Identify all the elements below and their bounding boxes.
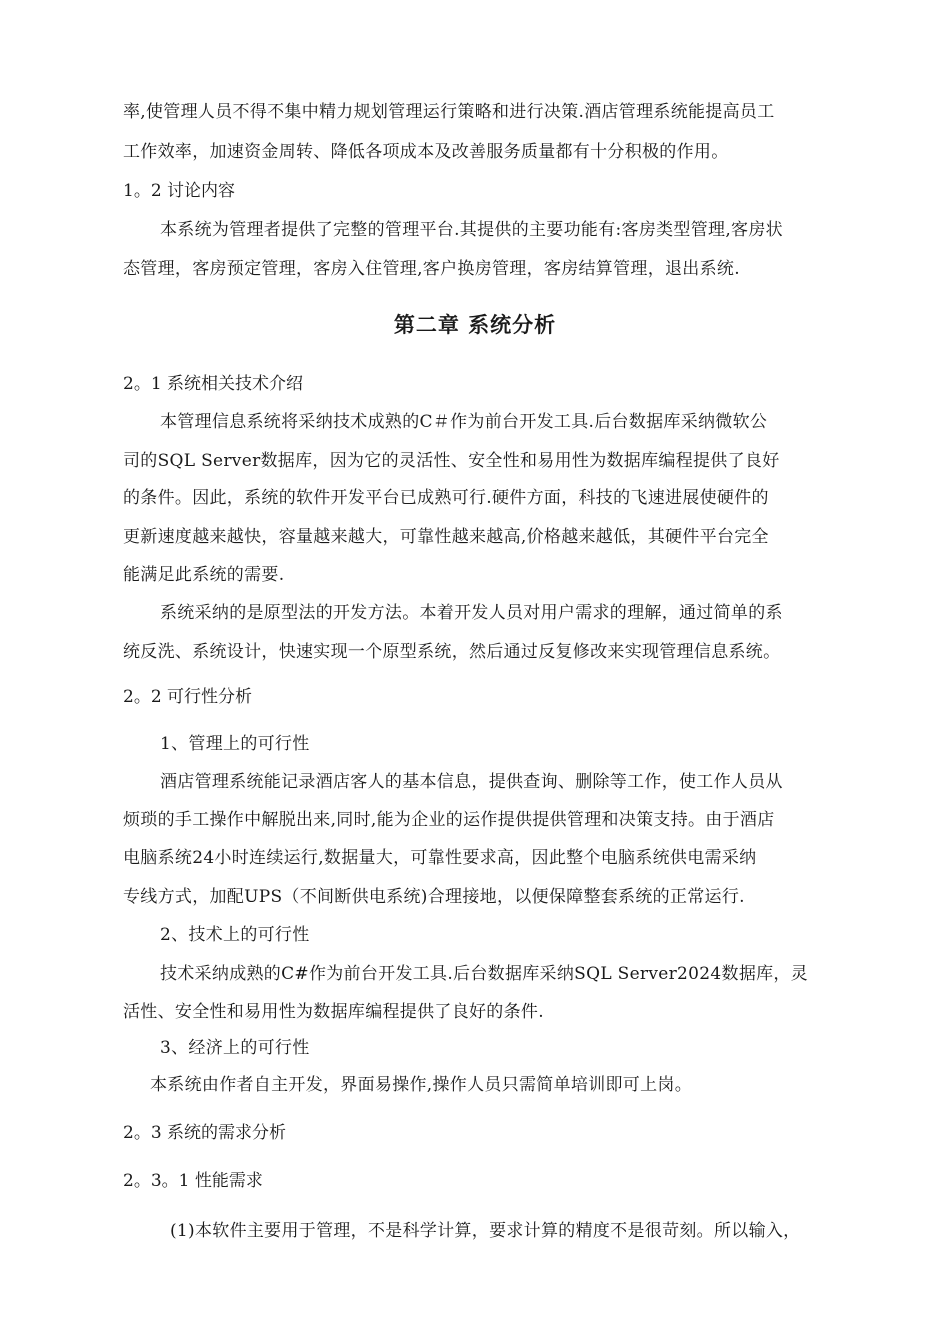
chapter-title: 第二章 系统分析 bbox=[393, 313, 557, 337]
paragraph-line: 酒店管理系统能记录酒店客人的基本信息，提供查询、删除等工作，使工作人员从 bbox=[160, 772, 783, 792]
paragraph-line: 率,使管理人员不得不集中精力规划管理运行策略和进行决策.酒店管理系统能提高员工 bbox=[123, 102, 775, 122]
paragraph-line: 工作效率，加速资金周转、降低各项成本及改善服务质量都有十分积极的作用。 bbox=[123, 142, 729, 162]
subsection-heading: 1、管理上的可行性 bbox=[160, 734, 310, 754]
paragraph-line: 活性、安全性和易用性为数据库编程提供了良好的条件. bbox=[123, 1002, 544, 1022]
paragraph-line: 司的SQL Server数据库，因为它的灵活性、安全性和易用性为数据库编程提供了良好 bbox=[123, 451, 780, 471]
section-heading-2-3-1: 2。3。1 性能需求 bbox=[123, 1171, 263, 1191]
paragraph-line: 更新速度越来越快，容量越来越大，可靠性越来越高,价格越来越低，其硬件平台完全 bbox=[123, 527, 769, 547]
paragraph-line: 专线方式，加配UPS（不间断供电系统)合理接地，以便保障整套系统的正常运行. bbox=[123, 887, 745, 907]
paragraph-line: 技术采纳成熟的C#作为前台开发工具.后台数据库采纳SQL Server2024数据库，灵 bbox=[160, 964, 809, 984]
section-heading-2-2: 2。2 可行性分析 bbox=[123, 687, 253, 707]
paragraph-line: 态管理，客房预定管理，客房入住管理,客户换房管理，客房结算管理，退出系统. bbox=[123, 259, 740, 279]
paragraph-line: 的条件。因此，系统的软件开发平台已成熟可行.硬件方面，科技的飞速进展使硬件的 bbox=[123, 488, 769, 508]
subsection-heading: 2、技术上的可行性 bbox=[160, 925, 310, 945]
section-heading-2-1: 2。1 系统相关技术介绍 bbox=[123, 374, 304, 394]
section-heading-1-2: 1。2 讨论内容 bbox=[123, 181, 236, 201]
paragraph-line: 本系统由作者自主开发，界面易操作,操作人员只需简单培训即可上岗。 bbox=[150, 1075, 693, 1095]
paragraph-line: 烦琐的手工操作中解脱出来,同时,能为企业的运作提供提供管理和决策支持。由于酒店 bbox=[123, 810, 775, 830]
paragraph-line: 本管理信息系统将采纳技术成熟的C＃作为前台开发工具.后台数据库采纳微软公 bbox=[160, 412, 768, 432]
paragraph-line: 系统采纳的是原型法的开发方法。本着开发人员对用户需求的理解，通过简单的系 bbox=[160, 603, 783, 623]
section-heading-2-3: 2。3 系统的需求分析 bbox=[123, 1123, 287, 1143]
subsection-heading: 3、经济上的可行性 bbox=[160, 1038, 310, 1058]
paragraph-line: 统反洗、系统设计，快速实现一个原型系统，然后通过反复修改来实现管理信息系统。 bbox=[123, 642, 781, 662]
paragraph-line: 能满足此系统的需要. bbox=[123, 565, 285, 585]
paragraph-line: (1)本软件主要用于管理，不是科学计算，要求计算的精度不是很苛刻。所以输入， bbox=[170, 1221, 801, 1241]
paragraph-line: 电脑系统24小时连续运行,数据量大，可靠性要求高，因此整个电脑系统供电需采纳 bbox=[123, 848, 757, 868]
paragraph-line: 本系统为管理者提供了完整的管理平台.其提供的主要功能有:客房类型管理,客房状 bbox=[160, 220, 783, 240]
